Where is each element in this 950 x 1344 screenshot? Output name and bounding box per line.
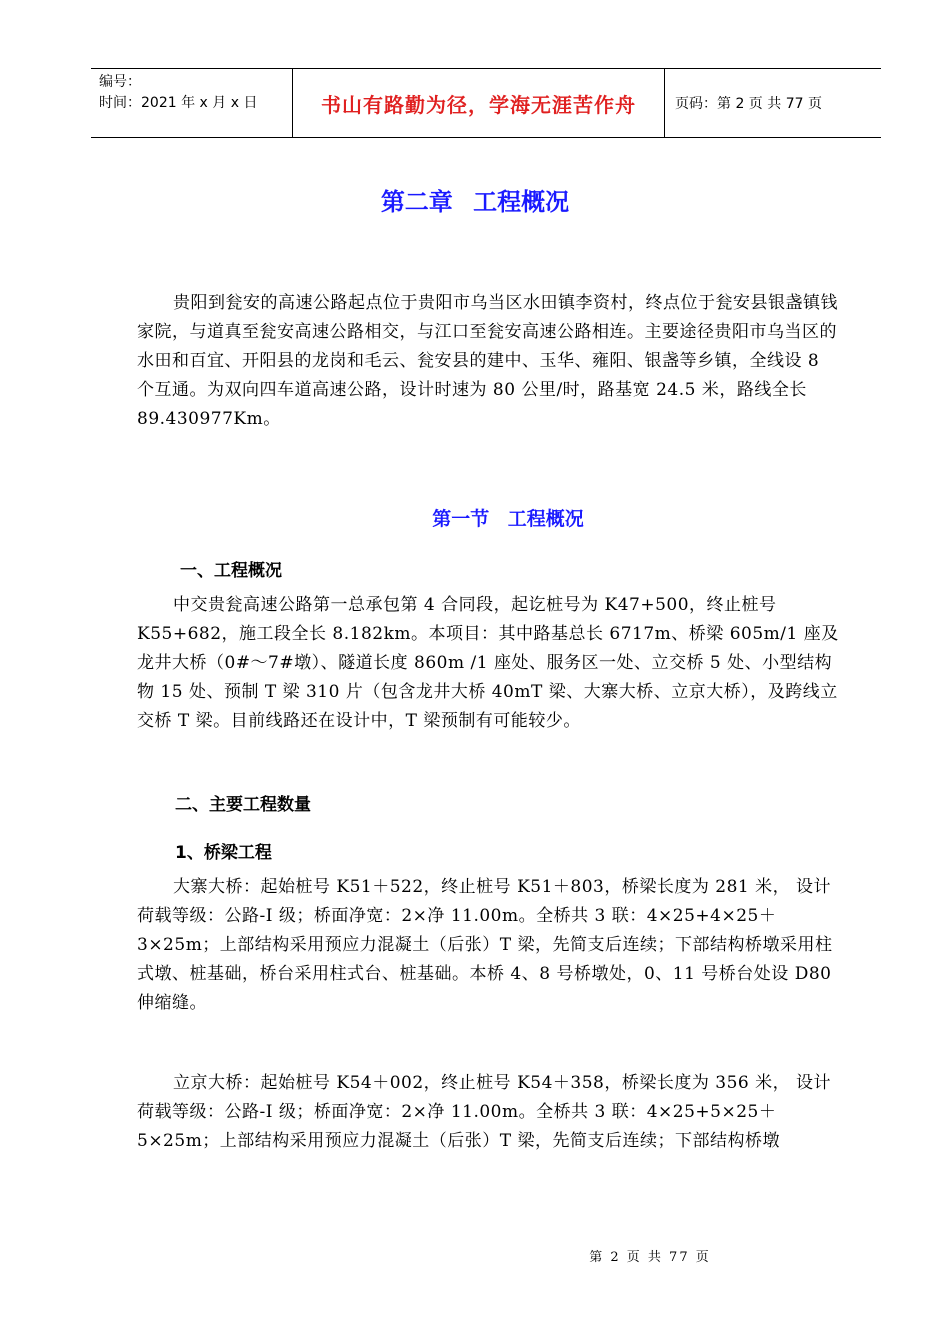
dazhai-bridge-paragraph: 大寨大桥：起始桩号 K51＋522，终止桩号 K51＋803，桥梁长度为 281 米， 设计荷载等级：公路-Ⅰ 级；桥面净宽：2×净 11.00m。全桥共 3 联：4×25+4×25＋3×25m；上部结构采用预应力混凝土（后张）T 梁，先简支后连续；下部结构桥墩采用柱式墩、桩基础，桥台采用柱式台、桩基础。本桥 4、8 号桥墩处，0、11 号桥台处设 D80 伸缩缝。 — [137, 877, 833, 1013]
page-header — [91, 68, 881, 138]
heading-bridge-works: 1、桥梁工程 — [175, 843, 272, 863]
header-left-cell — [91, 69, 293, 137]
heading-overview: 一、工程概况 — [180, 561, 282, 581]
header-motto: 书山有路勤为径，学海无涯苦作舟 — [293, 69, 665, 137]
time-label: 时间：2021 年 x 月 x 日 — [99, 95, 258, 111]
page-footer: 第 2 页 共 77 页 — [589, 1250, 711, 1265]
overview-paragraph: 中交贵瓮高速公路第一总承包第 4 合同段，起讫桩号为 K47+500，终止桩号 K55+682，施工段全长 8.182km。本项目：其中路基总长 6717m、桥梁 605m/1 座及龙井大桥（0#～7#墩）、隧道长度 860m /1 座处、服务区一处、立交桥 5 处、小型结构物 15 处、预制 T 梁 310 片（包含龙井大桥 40mT 梁、大寨大桥、立京大桥），及跨线立交桥 T 梁。目前线路还在设计中，T 梁预制有可能较少。 — [137, 595, 839, 731]
chapter-title: 第二章 工程概况 — [380, 188, 570, 216]
heading-main-quantities: 二、主要工程数量 — [175, 795, 311, 815]
lijing-bridge-paragraph: 立京大桥：起始桩号 K54＋002，终止桩号 K54＋358，桥梁长度为 356 米， 设计荷载等级：公路-Ⅰ 级；桥面净宽：2×净 11.00m。全桥共 3 联：4×25+5×25＋5×25m；上部结构采用预应力混凝土（后张）T 梁，先简支后连续；下部结构桥墩 — [137, 1073, 832, 1151]
section-title: 第一节 工程概况 — [432, 508, 584, 530]
intro-paragraph: 贵阳到瓮安的高速公路起点位于贵阳市乌当区水田镇李资村，终点位于瓮安县银盏镇钱家院，与道真至瓮安高速公路相交，与江口至瓮安高速公路相连。主要途径贵阳市乌当区的水田和百宜、开阳县的龙岗和毛云、瓮安县的建中、玉华、雍阳、银盏等乡镇，全线设 8 个互通。为双向四车道高速公路，设计时速为 80 公里/时，路基宽 24.5 米，路线全长 89.430977Km。 — [137, 293, 838, 429]
header-page-info: 页码：第 2 页 共 77 页 — [675, 96, 822, 112]
code-label: 编号： — [99, 74, 141, 90]
